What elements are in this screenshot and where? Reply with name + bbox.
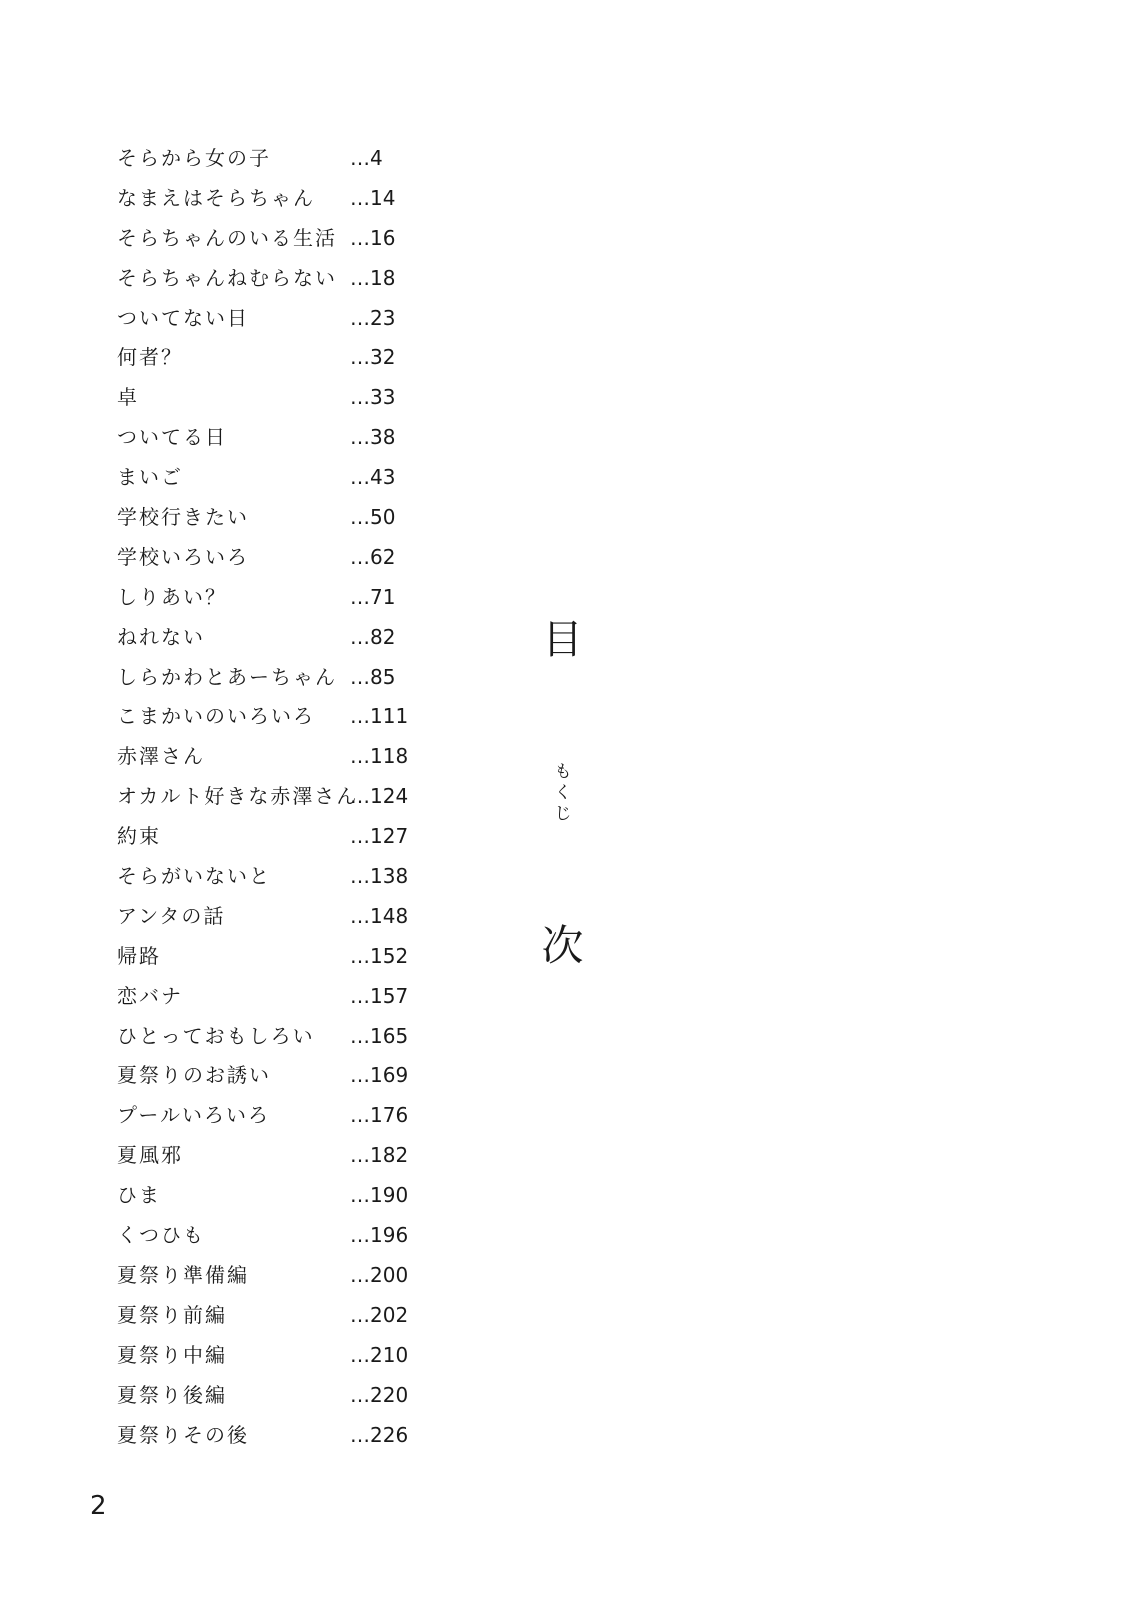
toc-entry-page: …33 [350, 385, 396, 410]
toc-entry-page: …210 [350, 1342, 409, 1367]
toc-entry [117, 1057, 437, 1097]
toc-entry-title: ひま [117, 1183, 161, 1208]
toc-entry-page: …148 [350, 903, 409, 928]
toc-entry [117, 938, 437, 978]
toc-entry [117, 698, 437, 738]
toc-entry [117, 140, 437, 180]
toc-entry-title: プールいろいろ [117, 1103, 270, 1128]
toc-entry-title: 赤澤さん [117, 744, 205, 769]
toc-entry-title: そらから女の子 [117, 146, 271, 170]
toc-entry-page: …202 [350, 1302, 409, 1327]
toc-entry [117, 459, 437, 499]
toc-entry-page: …182 [350, 1143, 409, 1168]
toc-entry-page: …138 [350, 864, 409, 889]
toc-entry [117, 339, 437, 379]
toc-entry [117, 659, 437, 699]
toc-entry-page: …16 [350, 225, 396, 250]
toc-entry-page: …220 [350, 1382, 409, 1407]
toc-entry [117, 1297, 437, 1337]
toc-entry [117, 738, 437, 778]
toc-entry-page: …196 [350, 1223, 409, 1248]
toc-entry-title: ついてる日 [117, 425, 227, 450]
toc-entry [117, 1377, 437, 1417]
toc-entry-title: 帰路 [117, 943, 161, 968]
toc-entry-title: そらちゃんのいる生活 [117, 225, 337, 250]
toc-entry [117, 898, 437, 938]
toc-entry-title: くつひも [117, 1223, 205, 1248]
toc-entry-page: …226 [350, 1422, 409, 1447]
toc-entry-title: オカルト好きな赤澤さん [117, 784, 359, 809]
toc-entry-title: ひとっておもしろい [117, 1023, 315, 1048]
toc-entry [117, 778, 437, 818]
toc-entry [117, 180, 437, 220]
toc-entry [117, 379, 437, 419]
toc-entry-page: …23 [350, 305, 396, 330]
toc-entry-page: …82 [350, 624, 396, 649]
heading-character-moku: 目 [542, 617, 583, 663]
toc-entry-title: 夏風邪 [117, 1143, 183, 1168]
toc-entry-title: 恋バナ [117, 983, 183, 1008]
toc-entry-page: …111 [350, 704, 409, 729]
toc-entry-title: こまかいのいろいろ [117, 704, 315, 729]
toc-entry-title: まいご [117, 465, 183, 490]
toc-entry-title: 夏祭り前編 [117, 1302, 227, 1327]
toc-entry-page: …169 [350, 1063, 409, 1088]
heading-reading: もくじ [554, 762, 572, 824]
toc-entry [117, 1137, 437, 1177]
toc-entry-title: なまえはそらちゃん [117, 185, 315, 210]
toc-entry [117, 539, 437, 579]
toc-entry-page: …200 [350, 1262, 409, 1287]
toc-entry-title: 夏祭り中編 [117, 1342, 227, 1367]
toc-entry [117, 1018, 437, 1058]
toc-entry-title: 学校いろいろ [117, 544, 249, 569]
toc-entry [117, 1257, 437, 1297]
toc-entry-title: そらがいないと [117, 864, 271, 889]
toc-entry [117, 579, 437, 619]
toc-entry-title: そらちゃんねむらない [117, 265, 337, 290]
toc-entry [117, 978, 437, 1018]
toc-entry-page: …165 [350, 1023, 409, 1048]
toc-entry-title: 学校行きたい [117, 505, 249, 530]
toc-entry-page: …43 [350, 465, 396, 490]
toc-entry-page: …38 [350, 425, 396, 450]
toc-entry-title: ねれない [117, 624, 205, 649]
toc-entry-title: 夏祭り後編 [117, 1382, 227, 1407]
toc-entry-page: …71 [350, 584, 396, 609]
toc-entry-page: …32 [350, 345, 396, 370]
toc-entry [117, 1177, 437, 1217]
toc-entry-page: …14 [350, 185, 396, 210]
toc-entry-page: …118 [350, 744, 409, 769]
toc-entry-title: ついてない日 [117, 305, 249, 330]
toc-entry [117, 1417, 437, 1457]
toc-entry-page: …62 [350, 544, 396, 569]
toc-entry-title: 夏祭りのお誘い [117, 1063, 271, 1088]
toc-entry [117, 1097, 437, 1137]
toc-entry-page: …50 [350, 505, 396, 530]
toc-entry [117, 1337, 437, 1377]
toc-entry [117, 818, 437, 858]
toc-entry-page: …4 [350, 146, 383, 170]
toc-entry [117, 300, 437, 340]
toc-entry [117, 499, 437, 539]
heading-character-ji: 次 [541, 921, 584, 970]
toc-entry-title: 何者？ [117, 345, 183, 370]
toc-entry [117, 220, 437, 260]
toc-entry-title: 約束 [117, 824, 161, 849]
toc-entry-title: しらかわとあーちゃん [117, 664, 337, 689]
toc-entry-page: …127 [350, 824, 409, 849]
toc-entry-page: …18 [350, 265, 396, 290]
toc-entry-title: しりあい？ [117, 584, 227, 609]
table-of-contents [117, 140, 437, 1456]
toc-entry-title: 夏祭り準備編 [117, 1262, 249, 1287]
toc-entry-page: …152 [350, 943, 409, 968]
page-number: 2 [90, 1491, 107, 1521]
toc-entry [117, 858, 437, 898]
toc-entry-page: …157 [350, 983, 409, 1008]
toc-entry-page: …85 [350, 664, 396, 689]
toc-entry-page: …124 [350, 784, 409, 809]
toc-entry [117, 260, 437, 300]
toc-entry-title: 卓 [117, 385, 139, 410]
toc-entry-page: …190 [350, 1183, 409, 1208]
toc-entry [117, 1217, 437, 1257]
toc-entry-title: 夏祭りその後 [117, 1422, 249, 1447]
toc-entry [117, 619, 437, 659]
toc-entry-title: アンタの話 [117, 903, 226, 928]
toc-entry [117, 419, 437, 459]
toc-entry-page: …176 [350, 1103, 409, 1128]
